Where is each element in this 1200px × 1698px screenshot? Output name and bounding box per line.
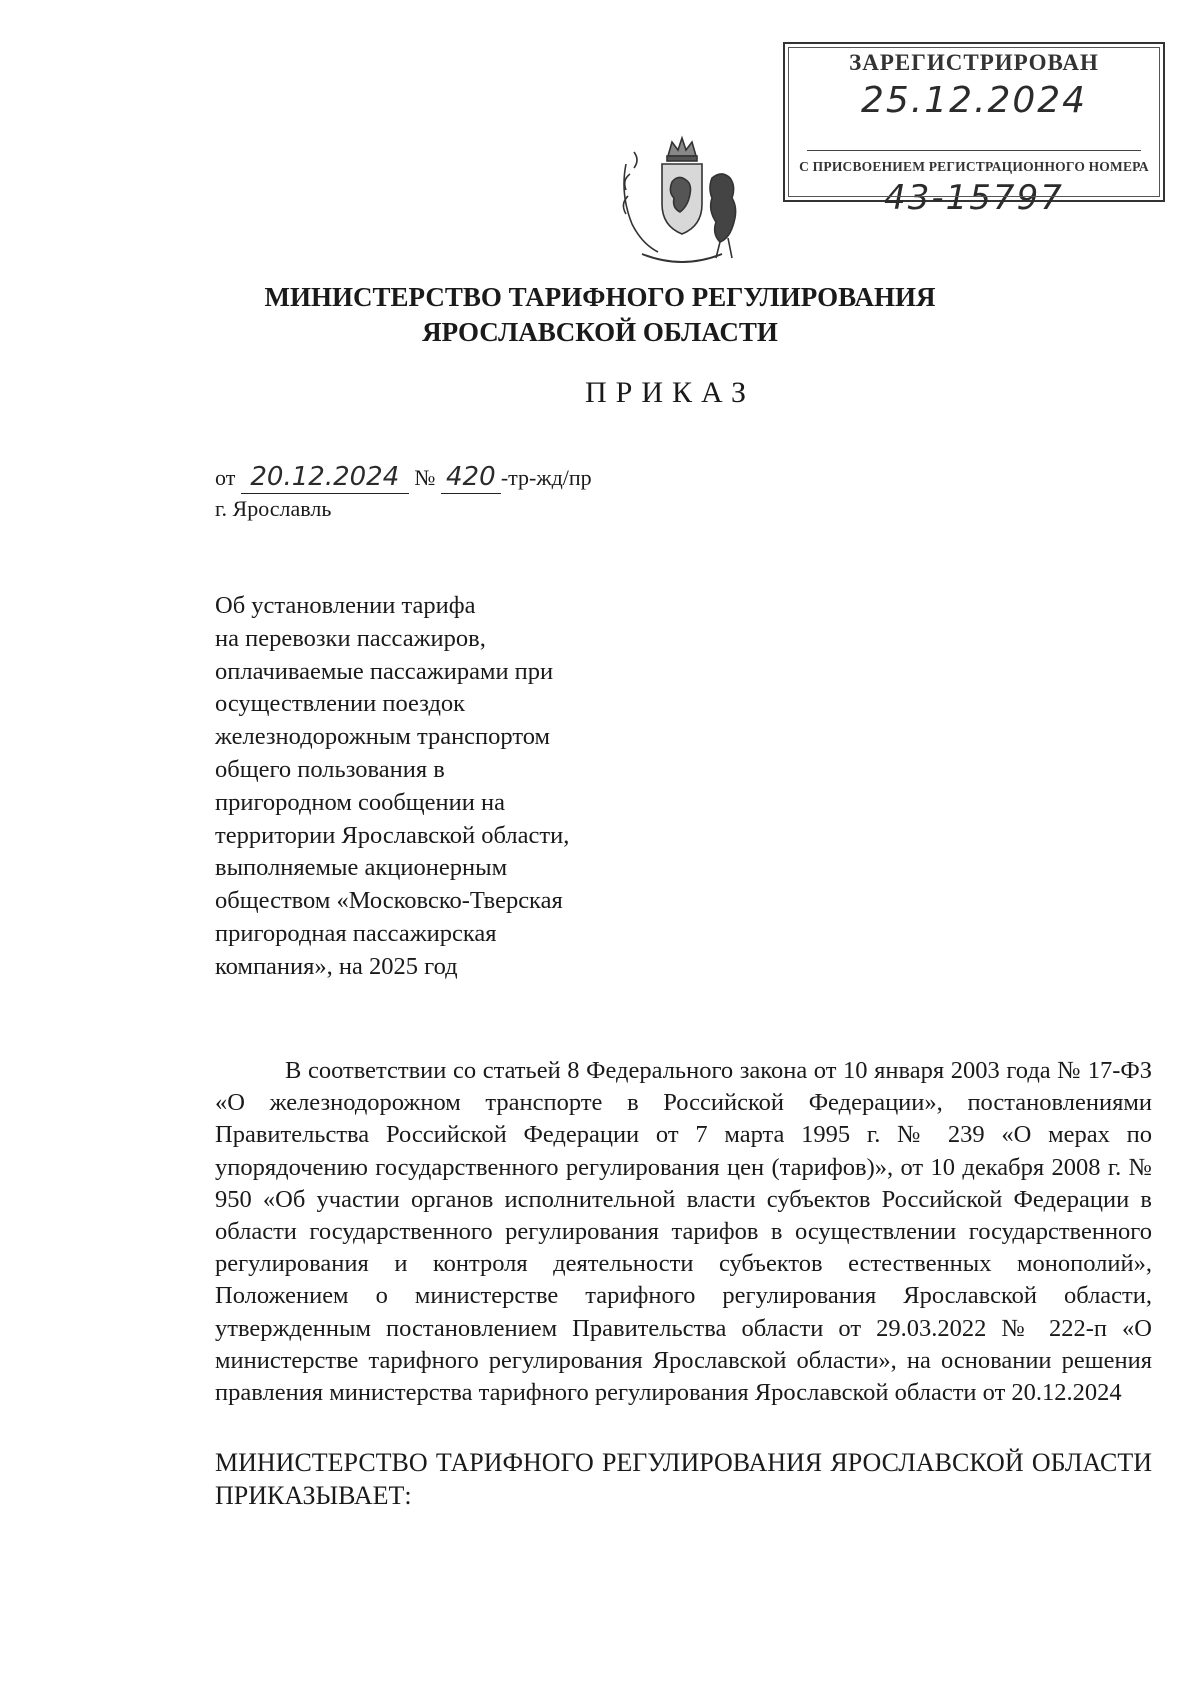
subject-line: оплачиваемые пассажирами при xyxy=(215,657,554,685)
subject-line: территории Ярославской области, xyxy=(215,821,570,849)
stamp-handwritten-number: 43-15797 xyxy=(884,178,1064,218)
order-date-field xyxy=(241,462,409,494)
document-type: ПРИКАЗ xyxy=(585,376,755,409)
order-meta xyxy=(215,462,592,524)
ministry-line-1: МИНИСТЕРСТВО ТАРИФНОГО РЕГУЛИРОВАНИЯ xyxy=(264,282,936,312)
subject-line: на перевозки пассажиров, xyxy=(215,624,486,652)
order-handwritten-number: 420 xyxy=(446,462,496,492)
subject-line: обществом «Московско-Тверская xyxy=(215,887,563,915)
subject-line: общего пользования в xyxy=(215,755,445,783)
order-handwritten-date: 20.12.2024 xyxy=(250,462,400,492)
order-subject xyxy=(215,590,675,984)
from-label: от xyxy=(215,465,236,490)
ministry-heading xyxy=(220,280,980,350)
number-label: № xyxy=(414,465,436,490)
subject-line: Об установлении тарифа xyxy=(215,592,476,619)
subject-line: пригородная пассажирская xyxy=(215,919,497,947)
subject-line: железнодорожным транспортом xyxy=(215,723,551,751)
stamp-title: ЗАРЕГИСТРИРОВАН xyxy=(849,50,1099,75)
city: г. Ярославль xyxy=(215,496,332,521)
subject-line: компания», на 2025 год xyxy=(215,952,458,980)
order-number-field xyxy=(441,462,501,494)
preamble-paragraph: В соответствии со статьей 8 Федерального закона от 10 января 2003 года № 17-ФЗ «О железнодорожном транспорте в Российской Федерации», постановлениями Правительства Российской Федерации от 7 марта 1995 г. № 239 «О мерах по упорядочению государственного регулирования цен (тарифов)», от 10 декабря 2008 г. № 950 «Об участии органов исполнительной власти субъектов Российской Федерации в области государственного регулирования тарифов в осуществлении государственного регулирования и контроля деятельности субъектов естественных монополий», Положением о министерстве тарифного регулирования Ярославской области, утвержденным постановлением Правительства области от 29.03.2022 № 222-п «О министерстве тарифного регулирования Ярославской области», на основании решения правления министерства тарифного регулирования Ярославской области от 20.12.2024 xyxy=(215,1057,1152,1407)
stamp-divider xyxy=(807,150,1141,151)
subject-line: пригородном сообщении на xyxy=(215,788,505,816)
ministry-line-2: ЯРОСЛАВСКОЙ ОБЛАСТИ xyxy=(422,317,778,347)
stamp-handwritten-date: 25.12.2024 xyxy=(860,80,1088,121)
stamp-subtitle: С ПРИСВОЕНИЕМ РЕГИСТРАЦИОННОГО НОМЕРА xyxy=(799,159,1149,174)
subject-line: выполняемые акционерным xyxy=(215,854,508,882)
order-number-suffix: -тр-жд/пр xyxy=(500,465,592,490)
order-directive: МИНИСТЕРСТВО ТАРИФНОГО РЕГУЛИРОВАНИЯ ЯРОСЛАВСКОЙ ОБЛАСТИ ПРИКАЗЫВАЕТ: xyxy=(215,1448,1152,1510)
subject-line: осуществлении поездок xyxy=(215,690,466,718)
yaroslavl-coat-of-arms-icon xyxy=(612,134,752,270)
order-date-number-line xyxy=(215,462,592,494)
registration-stamp xyxy=(783,42,1165,218)
